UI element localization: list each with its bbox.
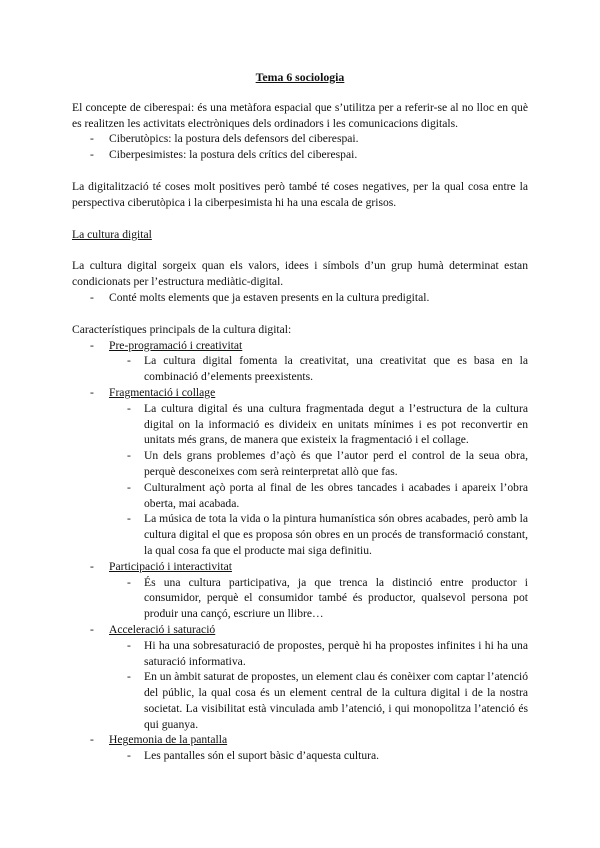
dash-bullet: - [90,132,94,146]
feature-item [72,338,528,354]
feature-point [72,748,528,764]
intro-list [72,131,528,163]
feature-point-text: En un àmbit saturat de propostes, un element clau és conèixer com captar l’atenció del públic, la qual cosa és un element central de la cultura digital i de la nostra societat. La visibilitat està vinculada amb l’atenció, i qui monopolitza l’atenció és qui guanya. [144,670,528,731]
dash-bullet: - [127,638,131,652]
feature-point [72,669,528,732]
feature-point-text: Hi ha una sobresaturació de propostes, perquè hi ha propostes infinites i hi ha una saturació informativa. [144,638,528,668]
dash-bullet: - [90,733,94,747]
feature-point-text: Un dels grans problemes d’açò és que l’autor perd el control de la seua obra, perquè desconeixes com serà reinterpretat allò que fas. [144,449,528,478]
feature-label: Participació i interactivitat [109,559,232,573]
feature-label: Fragmentació i collage [109,385,216,399]
dash-bullet: - [90,622,94,636]
list-item [72,131,528,147]
feature-point-text: És una cultura participativa, ja que trenca la distinció entre productor i consumidor, perquè el consumidor també és productor, qualsevol persona pot produir una cançó, escriure un llibre… [144,575,528,621]
dash-bullet: - [127,449,131,463]
digitalization-paragraph: La digitalització té coses molt positives però també té coses negatives, per la qual cosa entre la perspectiva ciberutòpica i la ciberpesimista hi ha una escala de grisos. [72,179,528,209]
section-paragraph: La cultura digital sorgeix quan els valors, idees i símbols d’un grup humà determinat estan condicionats per l’estructura mediàtic-digital. [72,259,528,289]
feature-point-text: Culturalment açò porta al final de les obres tancades i acabades i apareix l’obra oberta, mai acabada. [144,480,528,510]
feature-label: Acceleració i saturació [109,622,216,636]
features-list [72,338,528,765]
list-item-text: Ciberutòpics: la postura dels defensors del ciberespai. [109,132,359,146]
document-title: Tema 6 sociologia [255,70,345,84]
list-item-text: Ciberpesimistes: la postura dels crítics del ciberespai. [109,148,358,162]
dash-bullet: - [90,385,94,399]
feature-point [72,511,528,558]
dash-bullet: - [127,480,131,494]
feature-point [72,638,528,670]
dash-bullet: - [127,749,131,763]
dash-bullet: - [127,354,131,368]
intro-paragraph: El concepte de ciberespai: és una metàfora espacial que s’utilitza per a referir-se al no lloc en què es realitzen les activitats electròniques dels ordinadors i les comunicacions digitals. [72,100,528,130]
feature-item [72,385,528,401]
feature-item [72,732,528,748]
document-page [72,70,528,764]
dash-bullet: - [90,559,94,573]
feature-point-text: La cultura digital és una cultura fragmentada degut a l’estructura de la cultura digital on la informació es divideix en unitats mínimes i es pot reconvertir en unitats més grans, de manera que existeix la fragmentació i el collage. [144,401,528,447]
list-item [72,147,528,163]
feature-point-text: Les pantalles són el suport bàsic d’aquesta cultura. [144,749,380,763]
feature-item [72,622,528,638]
dash-bullet: - [90,290,94,304]
section-list [72,290,528,306]
feature-point-text: La música de tota la vida o la pintura humanística són obres acabades, però amb la cultura digital el que es proposa són obres en un procés de transformació constant, la qual cosa fa que el producte mai siga definitiu. [144,512,528,557]
dash-bullet: - [90,338,94,352]
feature-item [72,559,528,575]
feature-label: Pre-programació i creativitat [109,338,243,352]
feature-point [72,448,528,480]
dash-bullet: - [127,670,131,684]
feature-point [72,401,528,448]
list-item-text: Conté molts elements que ja estaven presents en la cultura predigital. [109,290,430,304]
list-item [72,290,528,306]
section-heading: La cultura digital [72,227,152,241]
feature-label: Hegemonia de la pantalla [109,733,228,747]
dash-bullet: - [127,512,131,526]
dash-bullet: - [127,575,131,589]
dash-bullet: - [90,148,94,162]
feature-point [72,480,528,512]
feature-point [72,353,528,385]
features-intro: Característiques principals de la cultura digital: [72,322,292,336]
dash-bullet: - [127,401,131,415]
feature-point [72,575,528,622]
feature-point-text: La cultura digital fomenta la creativitat, una creativitat que es basa en la combinació d’elements preexistents. [144,354,528,384]
